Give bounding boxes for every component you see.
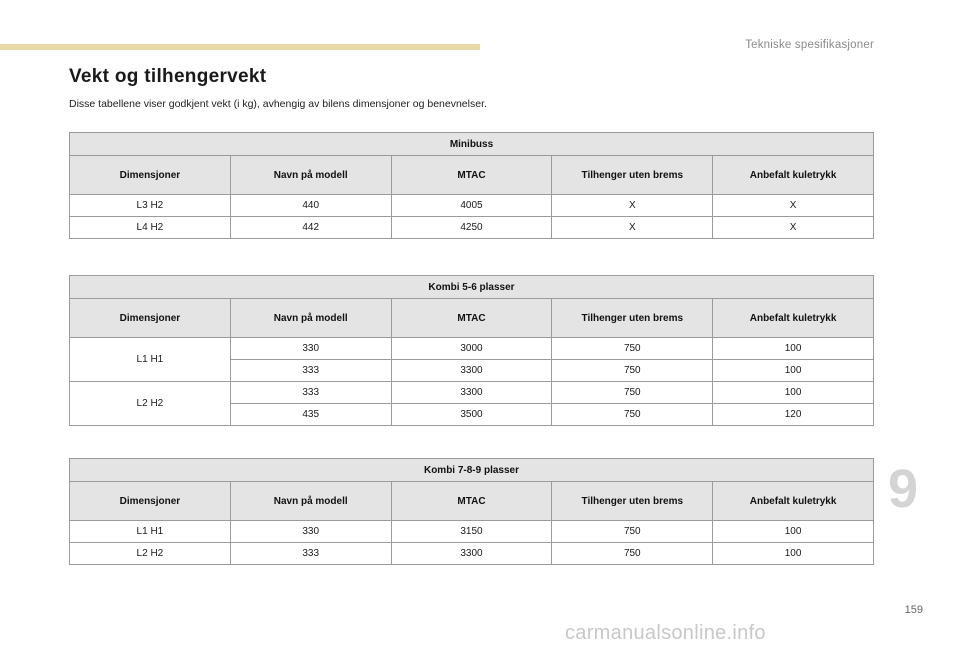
table-cell: 750 <box>552 338 713 360</box>
table-title: Minibuss <box>70 133 874 156</box>
table-cell: 120 <box>713 404 874 426</box>
table-cell: 435 <box>230 404 391 426</box>
table-cell: X <box>713 195 874 217</box>
table-row <box>70 338 874 360</box>
table-cell: 750 <box>552 521 713 543</box>
table-cell: 750 <box>552 404 713 426</box>
column-header: Tilhenger uten brems <box>552 156 713 195</box>
table-cell: 3300 <box>391 382 552 404</box>
table-cell: 440 <box>230 195 391 217</box>
table-row <box>70 217 874 239</box>
column-header: Anbefalt kuletrykk <box>713 156 874 195</box>
table-cell: 333 <box>230 360 391 382</box>
table-cell: 3500 <box>391 404 552 426</box>
column-header: Navn på modell <box>230 156 391 195</box>
minibuss-table <box>69 132 874 239</box>
column-header: MTAC <box>391 482 552 521</box>
table-row <box>70 382 874 404</box>
table-title: Kombi 5-6 plasser <box>70 276 874 299</box>
table-cell: 3300 <box>391 360 552 382</box>
column-header: Anbefalt kuletrykk <box>713 482 874 521</box>
table-cell: 750 <box>552 360 713 382</box>
section-header: Tekniske spesifikasjoner <box>745 39 874 51</box>
kombi-7-8-9-table <box>69 458 874 565</box>
table-cell: 4250 <box>391 217 552 239</box>
table-cell: 100 <box>713 521 874 543</box>
table-cell: X <box>713 217 874 239</box>
table-cell: 750 <box>552 382 713 404</box>
page-title: Vekt og tilhengervekt <box>69 66 267 87</box>
table-row <box>70 543 874 565</box>
column-header: Tilhenger uten brems <box>552 482 713 521</box>
table-cell: L1 H1 <box>70 521 231 543</box>
page-number: 159 <box>904 604 923 616</box>
table-title: Kombi 7-8-9 plasser <box>70 459 874 482</box>
column-header: Dimensjoner <box>70 156 231 195</box>
table-cell: 3150 <box>391 521 552 543</box>
table-cell: 100 <box>713 360 874 382</box>
column-header: Navn på modell <box>230 299 391 338</box>
column-header: Navn på modell <box>230 482 391 521</box>
table-cell: L4 H2 <box>70 217 231 239</box>
dimension-cell: L1 H1 <box>70 338 231 382</box>
table-cell: 330 <box>230 521 391 543</box>
header-accent-bar <box>0 44 480 50</box>
table-cell: 3000 <box>391 338 552 360</box>
table-cell: L3 H2 <box>70 195 231 217</box>
column-header: Dimensjoner <box>70 299 231 338</box>
intro-text: Disse tabellene viser godkjent vekt (i kg), avhengig av bilens dimensjoner og benevnelser. <box>69 98 487 110</box>
kombi-5-6-table <box>69 275 874 426</box>
table-row <box>70 195 874 217</box>
table-cell: 333 <box>230 543 391 565</box>
table-cell: 750 <box>552 543 713 565</box>
table-cell: L2 H2 <box>70 543 231 565</box>
table-cell: 100 <box>713 338 874 360</box>
table-cell: 100 <box>713 543 874 565</box>
table-cell: 4005 <box>391 195 552 217</box>
column-header: Dimensjoner <box>70 482 231 521</box>
column-header: Anbefalt kuletrykk <box>713 299 874 338</box>
table-cell: 100 <box>713 382 874 404</box>
table-cell: X <box>552 217 713 239</box>
dimension-cell: L2 H2 <box>70 382 231 426</box>
watermark: carmanualsonline.info <box>565 622 766 644</box>
table-cell: 3300 <box>391 543 552 565</box>
column-header: MTAC <box>391 299 552 338</box>
column-header: Tilhenger uten brems <box>552 299 713 338</box>
table-cell: X <box>552 195 713 217</box>
table-cell: 442 <box>230 217 391 239</box>
table-cell: 330 <box>230 338 391 360</box>
column-header: MTAC <box>391 156 552 195</box>
chapter-number: 9 <box>888 459 919 519</box>
table-row <box>70 521 874 543</box>
table-cell: 333 <box>230 382 391 404</box>
